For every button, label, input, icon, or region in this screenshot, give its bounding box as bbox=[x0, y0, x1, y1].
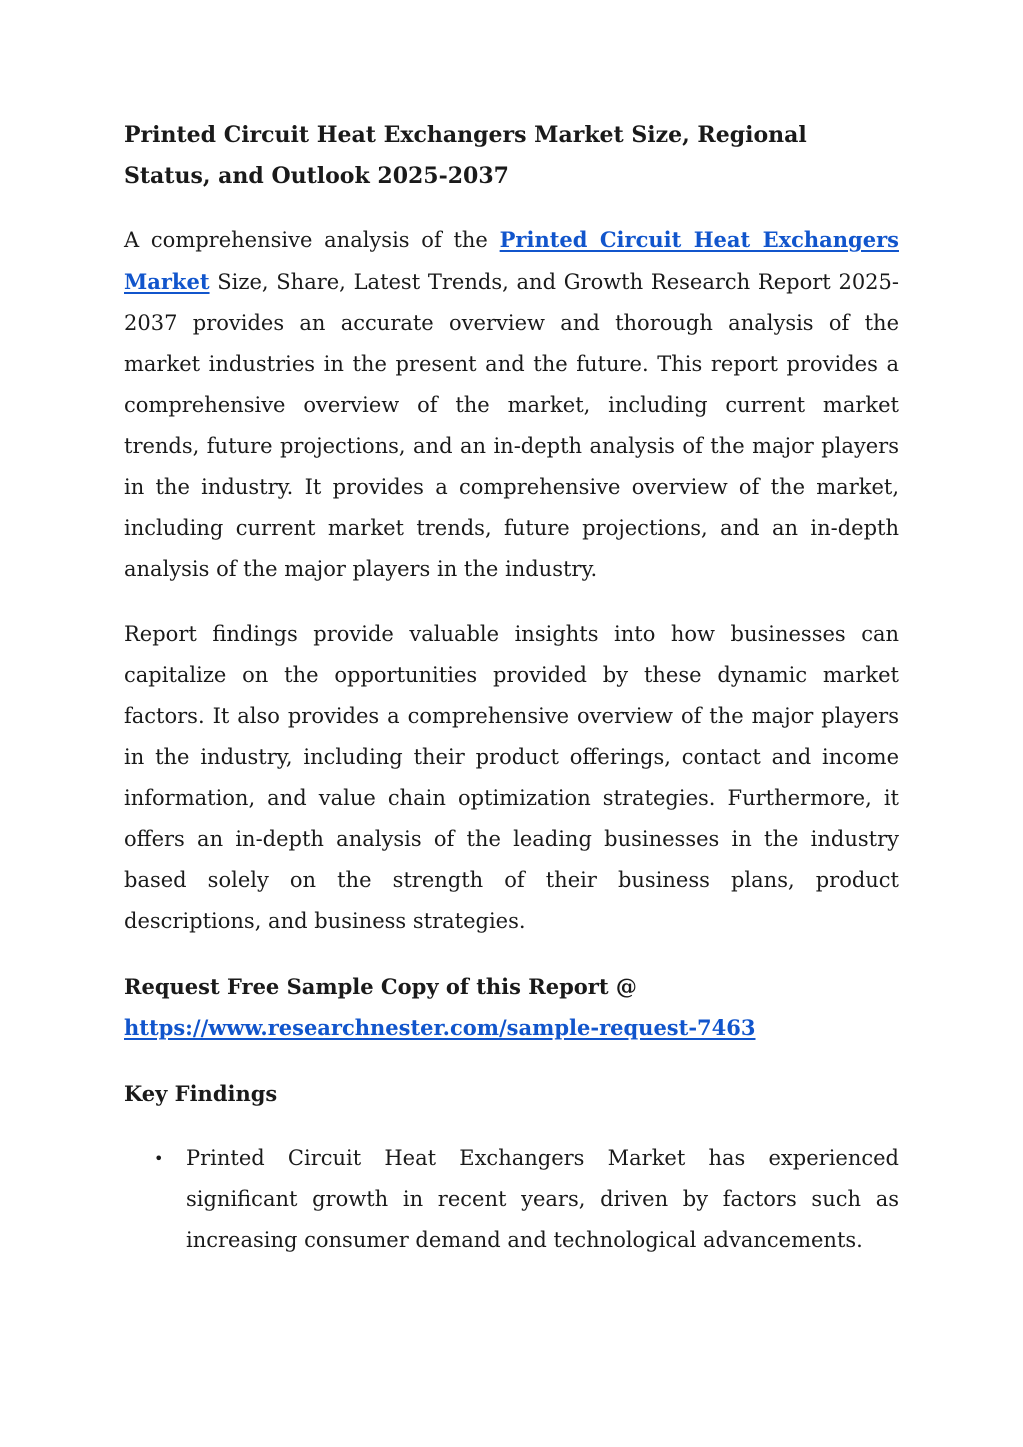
sample-request-label: Request Free Sample Copy of this Report @ bbox=[124, 974, 637, 999]
intro-suffix: Size, Share, Latest Trends, and Growth Research Report 2025-2037 provides an accurate overview and thorough analysis of the market industries in the present and the future. This report provides a comprehensive overview of the market, including current market trends, future projections, and an in-depth analysis of the major players in the industry. It provides a comprehensive overview of the market, including current market trends, future projections, and an in-depth analysis of the major players in the industry. bbox=[124, 270, 899, 581]
key-findings-list bbox=[124, 1138, 899, 1261]
intro-prefix: A comprehensive analysis of the bbox=[124, 228, 500, 252]
bullet-icon: • bbox=[154, 1149, 164, 1168]
document-title: Printed Circuit Heat Exchangers Market Size, Regional Status, and Outlook 2025-2037 bbox=[124, 122, 807, 189]
list-item bbox=[124, 1138, 899, 1261]
sample-request-block bbox=[124, 966, 899, 1049]
intro-paragraph bbox=[124, 219, 899, 590]
list-item-text: Printed Circuit Heat Exchangers Market has experienced significant growth in recent years, driven by factors such as increasing consumer demand and technological advancements. bbox=[186, 1146, 899, 1252]
document-page bbox=[124, 115, 899, 1261]
findings-paragraph: Report findings provide valuable insights into how businesses can capitalize on the opportunities provided by these dynamic market factors. It also provides a comprehensive overview of the major players in the industry, including their product offerings, contact and income information, and value chain optimization strategies. Furthermore, it offers an in-depth analysis of the leading businesses in the industry based solely on the strength of their business plans, product descriptions, and business strategies. bbox=[124, 622, 899, 933]
sample-request-link[interactable]: https://www.researchnester.com/sample-request-7463 bbox=[124, 1015, 756, 1040]
market-report-link[interactable]: Printed Circuit Heat Exchangers Market bbox=[124, 227, 899, 294]
key-findings-heading: Key Findings bbox=[124, 1081, 278, 1106]
